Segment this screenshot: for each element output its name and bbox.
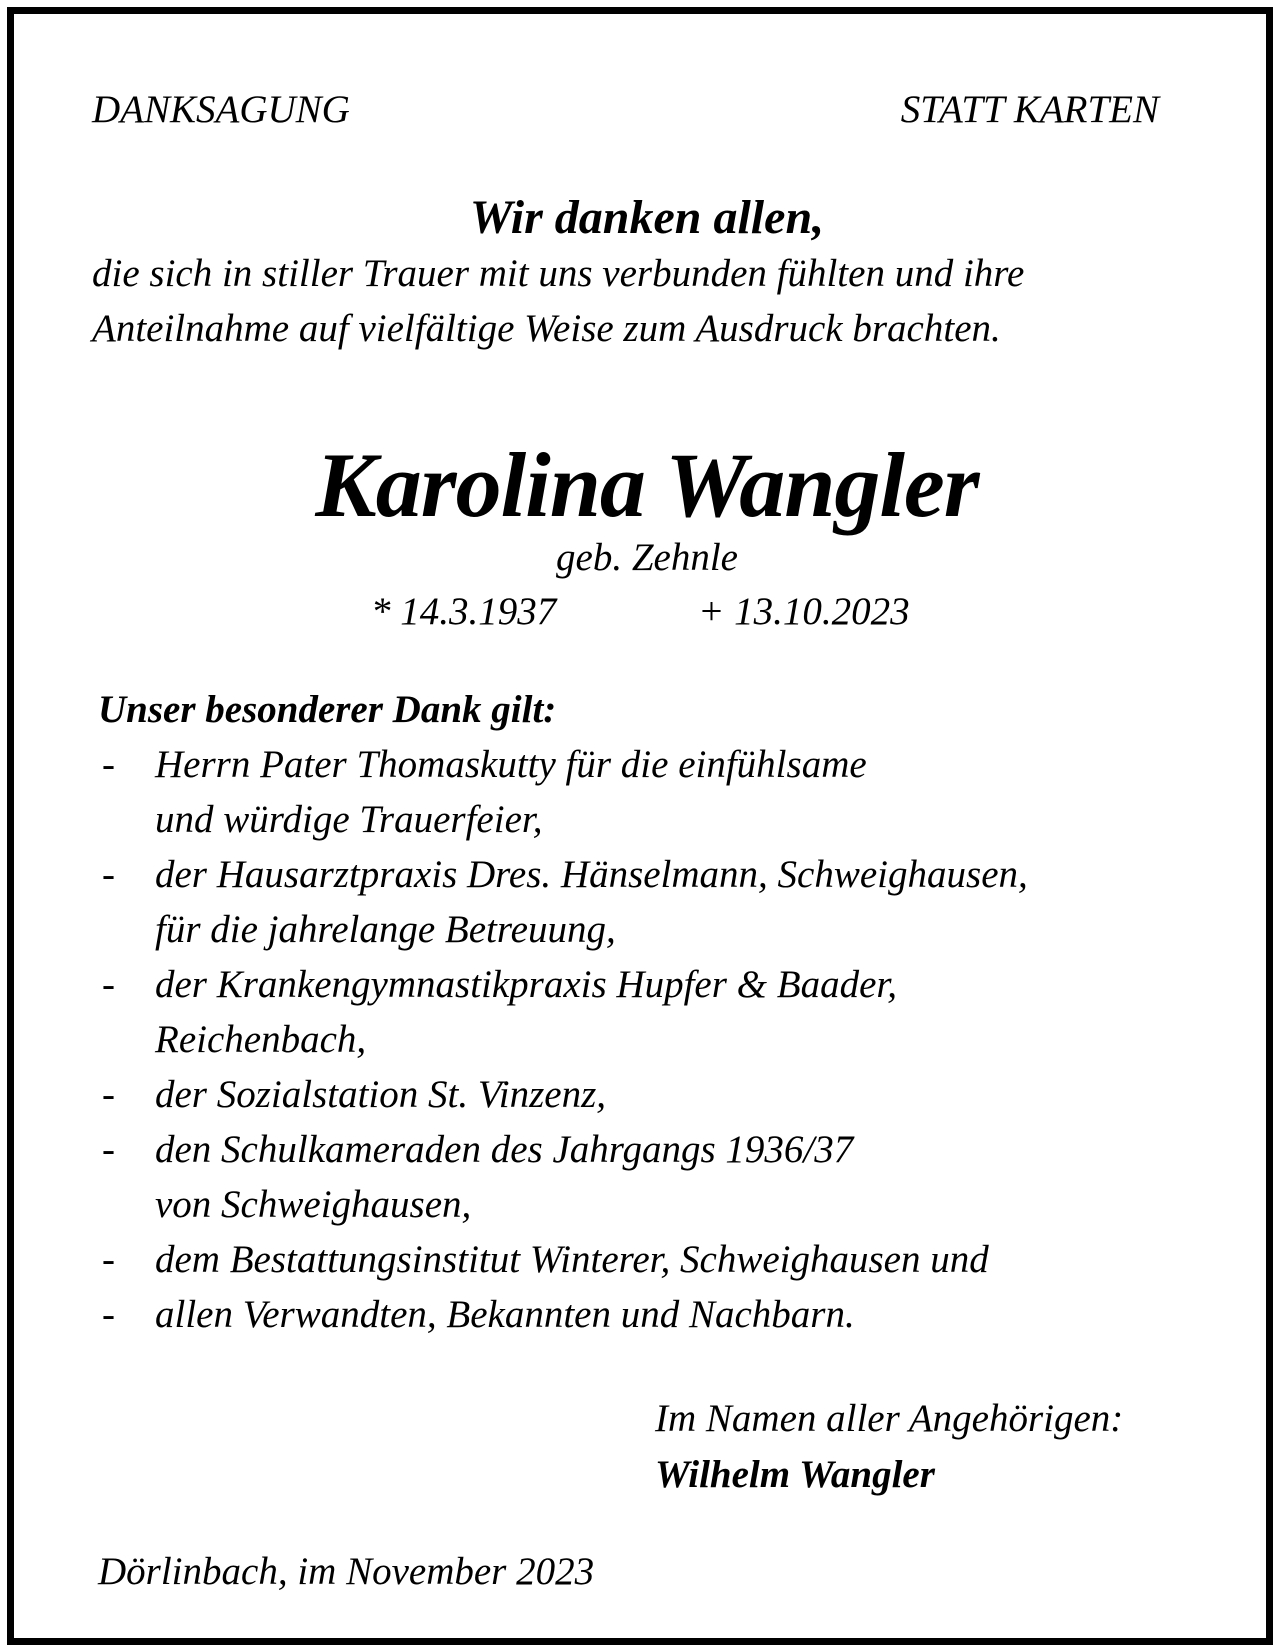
list-item-line: der Sozialstation St. Vinzenz,: [155, 1073, 607, 1116]
notice-frame: [7, 7, 1273, 1645]
list-dash: -: [102, 853, 115, 896]
list-dash: -: [102, 1073, 115, 1116]
list-dash: -: [102, 1238, 115, 1281]
list-item-line: Herrn Pater Thomaskutty für die einfühlsame: [155, 743, 867, 786]
list-item-line: der Krankengymnastikpraxis Hupfer & Baader,: [155, 963, 897, 1006]
list-item-line: Reichenbach,: [155, 1018, 367, 1061]
signer-name: Wilhelm Wangler: [655, 1453, 935, 1496]
birth-date: * 14.3.1937: [371, 590, 557, 633]
thanks-heading: Wir danken allen,: [469, 191, 825, 244]
place-date: Dörlinbach, im November 2023: [98, 1550, 595, 1593]
list-dash: -: [102, 1293, 115, 1336]
list-dash: -: [102, 1128, 115, 1171]
list-item-line: der Hausarztpraxis Dres. Hänselmann, Schweighausen,: [155, 853, 1028, 896]
list-dash: -: [102, 963, 115, 1006]
list-dash: -: [102, 743, 115, 786]
closing-line: Im Namen aller Angehörigen:: [655, 1397, 1124, 1440]
list-item-line: den Schulkameraden des Jahrgangs 1936/37: [155, 1128, 854, 1171]
header-danksagung: DANKSAGUNG: [92, 88, 350, 131]
thanks-line: Anteilnahme auf vielfältige Weise zum Ausdruck brachten.: [92, 307, 1001, 350]
thanks-line: die sich in stiller Trauer mit uns verbunden fühlten und ihre: [92, 252, 1025, 295]
list-item-line: dem Bestattungsinstitut Winterer, Schweighausen und: [155, 1238, 989, 1281]
header-statt-karten: STATT KARTEN: [900, 88, 1159, 131]
list-item-line: von Schweighausen,: [155, 1183, 472, 1226]
list-item-line: für die jahrelange Betreuung,: [155, 908, 616, 951]
special-thanks-heading: Unser besonderer Dank gilt:: [98, 688, 557, 731]
maiden-name: geb. Zehnle: [556, 536, 738, 579]
death-date: + 13.10.2023: [698, 590, 910, 633]
list-item-line: allen Verwandten, Bekannten und Nachbarn.: [155, 1293, 855, 1336]
deceased-name: Karolina Wangler: [315, 434, 979, 536]
list-item-line: und würdige Trauerfeier,: [155, 798, 543, 841]
